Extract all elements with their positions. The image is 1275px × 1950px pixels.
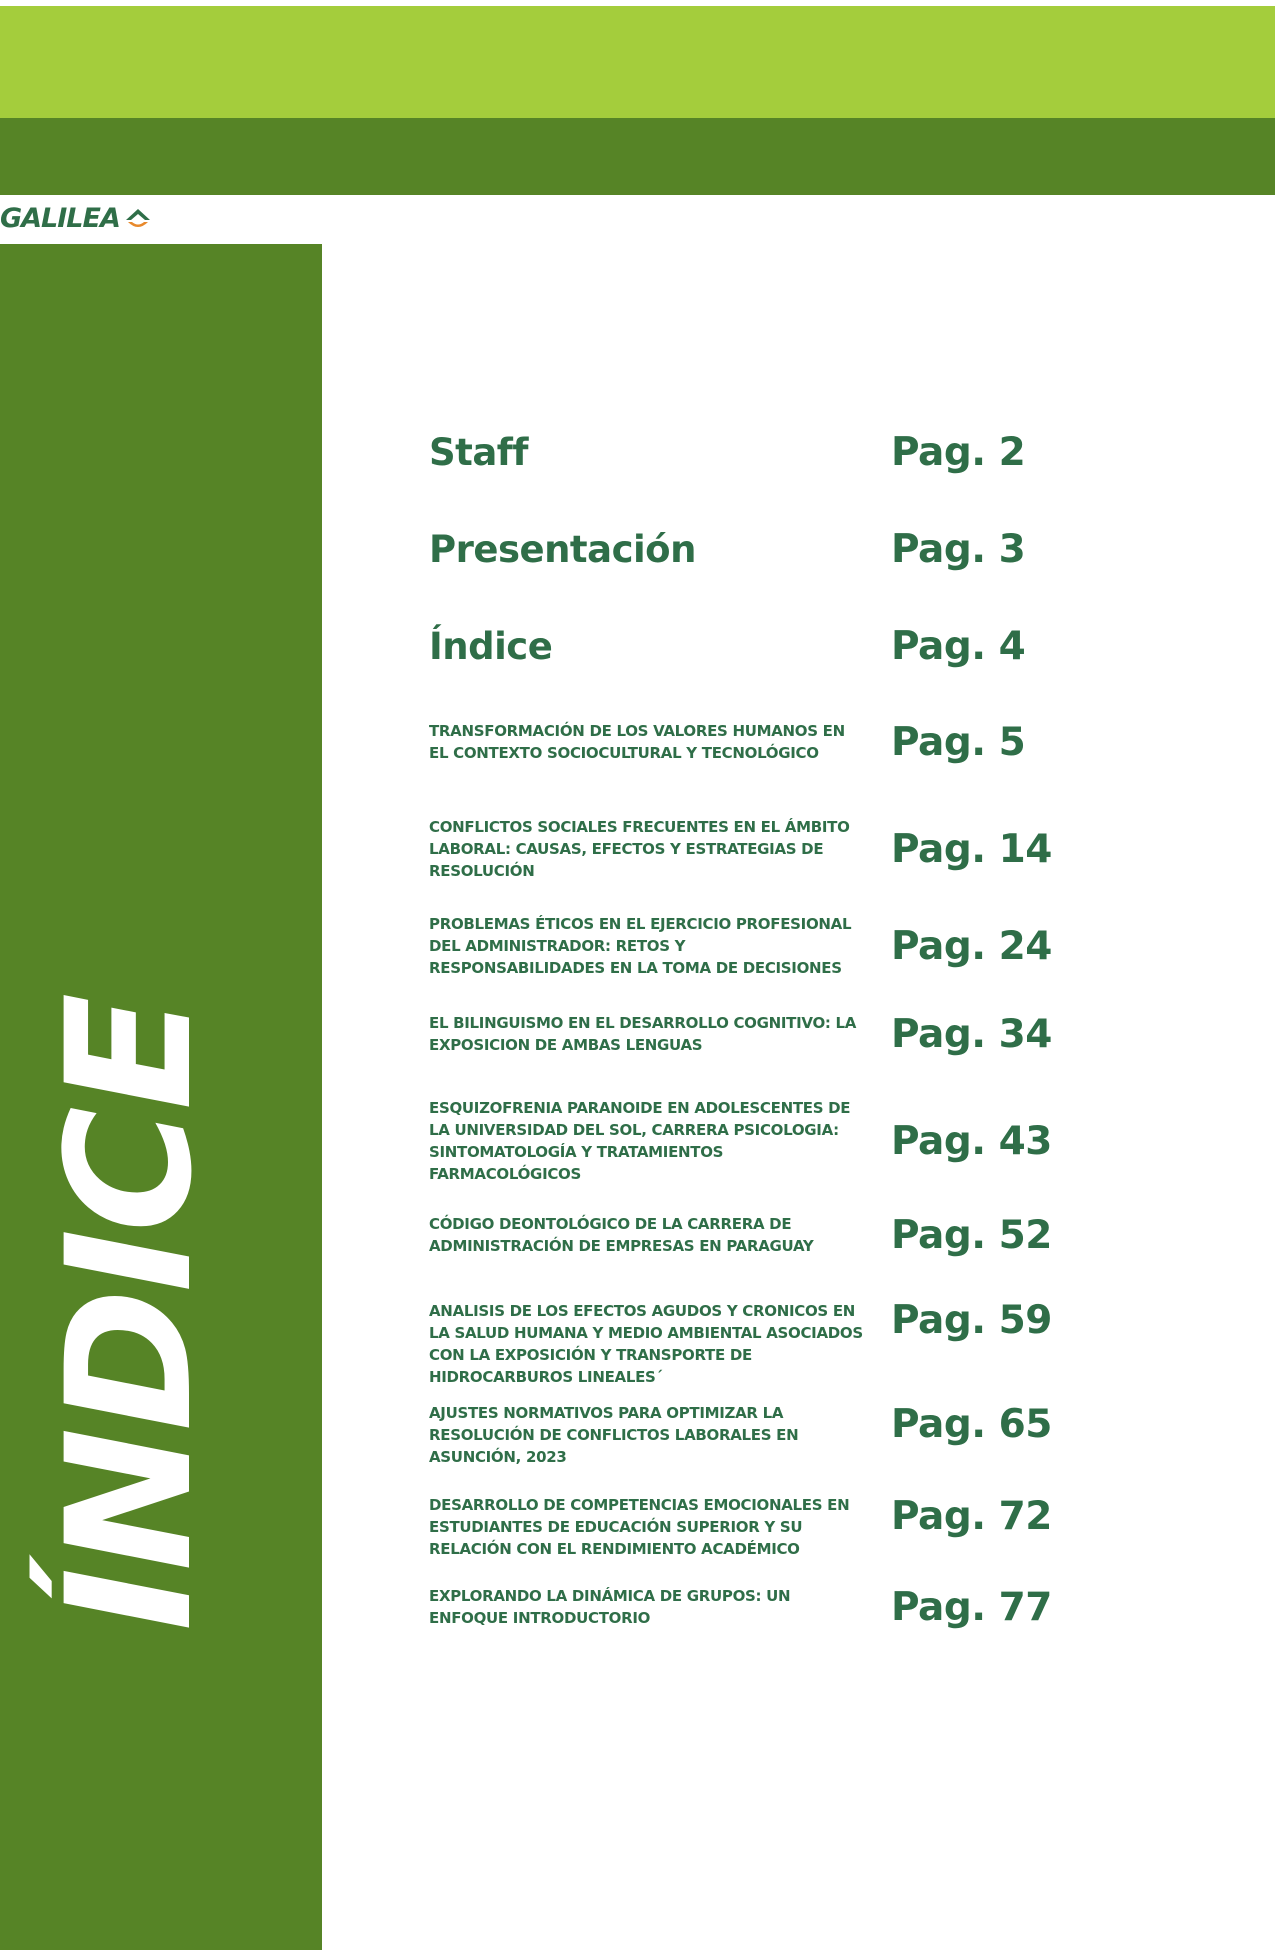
toc-entry-page: Pag. 34 <box>891 1011 1052 1057</box>
toc-entry-title: CÓDIGO DEONTOLÓGICO DE LA CARRERA DE ADMINISTRACIÓN DE EMPRESAS EN PARAGUAY <box>429 1215 814 1255</box>
toc-entry-article[interactable] <box>429 814 1149 884</box>
logo-mark-icon <box>123 205 153 231</box>
logo-text: GALILEA <box>0 202 120 234</box>
toc-entry-page: Pag. 5 <box>891 719 1026 765</box>
toc-entry-title: AJUSTES NORMATIVOS PARA OPTIMIZAR LA RESOLUCIÓN DE CONFLICTOS LABORALES EN ASUNCIÓN, 2023 <box>429 1404 799 1466</box>
toc-entry-page: Pag. 77 <box>891 1585 1052 1630</box>
toc-entry-title: Presentación <box>429 527 696 571</box>
toc-entry-article[interactable] <box>429 1300 1149 1392</box>
toc-entry-title: ANALISIS DE LOS EFECTOS AGUDOS Y CRONICOS EN LA SALUD HUMANA Y MEDIO AMBIENTAL ASOCIADOS CON LA EXPOSICIÓN Y TRANSPORTE DE HIDROCARBUROS LINEALES´ <box>429 1302 863 1386</box>
toc-entry-article[interactable] <box>429 1402 1149 1472</box>
toc-entry-page: Pag. 52 <box>891 1212 1052 1258</box>
toc-entry-title: PROBLEMAS ÉTICOS EN EL EJERCICIO PROFESIONAL DEL ADMINISTRADOR: RETOS Y RESPONSABILIDADES EN LA TOMA DE DECISIONES <box>429 915 852 977</box>
toc-entry-article[interactable] <box>429 716 1149 768</box>
toc-entry-page: Pag. 43 <box>891 1118 1052 1164</box>
toc-entry-page: Pag. 72 <box>891 1494 1052 1539</box>
toc-entry-title: CONFLICTOS SOCIALES FRECUENTES EN EL ÁMBITO LABORAL: CAUSAS, EFECTOS Y ESTRATEGIAS DE RESOLUCIÓN <box>429 818 850 880</box>
toc-entry-article[interactable] <box>429 1585 1149 1637</box>
sidebar-panel <box>0 244 322 1950</box>
toc-entry-article[interactable] <box>429 1010 1149 1058</box>
toc-entry-page: Pag. 59 <box>891 1298 1052 1343</box>
header-band-light <box>0 6 1275 118</box>
toc-entry-article[interactable] <box>429 1099 1149 1183</box>
toc-entry-article[interactable] <box>429 1494 1149 1564</box>
toc-entry-staff[interactable] <box>429 428 1149 476</box>
toc-entry-page: Pag. 3 <box>891 526 1026 572</box>
toc-entry-page: Pag. 65 <box>891 1402 1052 1447</box>
toc-entry-title: ESQUIZOFRENIA PARANOIDE EN ADOLESCENTES DE LA UNIVERSIDAD DEL SOL, CARRERA PSICOLOGIA: SINTOMATOLOGÍA Y TRATAMIENTOS FARMACOLÓGICOS <box>429 1099 851 1183</box>
toc-entry-title: Staff <box>429 430 528 474</box>
header-band-dark <box>0 118 1275 195</box>
toc-entry-title: TRANSFORMACIÓN DE LOS VALORES HUMANOS EN EL CONTEXTO SOCIOCULTURAL Y TECNOLÓGICO <box>429 722 845 762</box>
toc-entry-presentacion[interactable] <box>429 525 1149 573</box>
toc-entry-title: EL BILINGUISMO EN EL DESARROLLO COGNITIVO: LA EXPOSICION DE AMBAS LENGUAS <box>429 1014 857 1054</box>
galilea-logo <box>0 203 153 233</box>
toc-entry-title: EXPLORANDO LA DINÁMICA DE GRUPOS: UN ENFOQUE INTRODUCTORIO <box>429 1587 791 1627</box>
toc-entry-page: Pag. 4 <box>891 623 1026 669</box>
toc-entry-page: Pag. 14 <box>891 826 1052 872</box>
toc-entry-indice[interactable] <box>429 622 1149 670</box>
sidebar-title: ÍNDICE <box>29 996 230 1632</box>
toc-entry-article[interactable] <box>429 1209 1149 1261</box>
toc-entry-title: DESARROLLO DE COMPETENCIAS EMOCIONALES EN ESTUDIANTES DE EDUCACIÓN SUPERIOR Y SU RELACIÓN CON EL RENDIMIENTO ACADÉMICO <box>429 1496 850 1558</box>
toc-entry-title: Índice <box>429 624 553 668</box>
toc-entry-page: Pag. 24 <box>891 923 1052 969</box>
toc-entry-article[interactable] <box>429 911 1149 981</box>
toc-entry-page: Pag. 2 <box>891 429 1026 475</box>
